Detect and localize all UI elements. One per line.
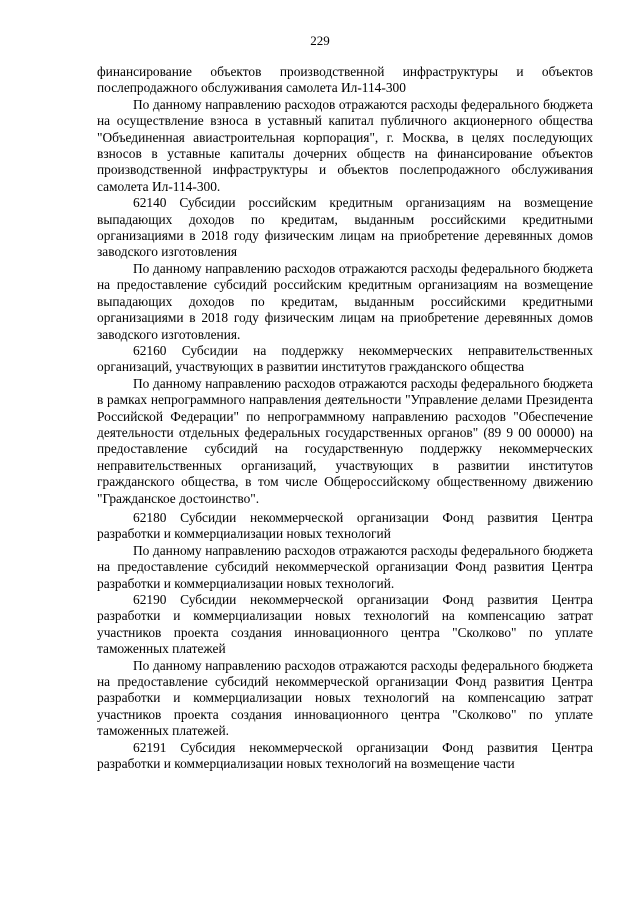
paragraph: По данному направлению расходов отражаются расходы федерального бюджета на предоставление субсидий российским кредитным организациям на возмещение выпадающих доходов по кредитам, выданным российскими кредитными организациями в 2018 году физическим лицам на приобретение деревянных домов заводского изготовления. [97, 260, 593, 342]
paragraph: По данному направлению расходов отражаются расходы федерального бюджета на предоставление субсидий некоммерческой организации Фонд развития Центра разработки и коммерциализации новых технологий. [97, 542, 593, 591]
section-heading-62190: 62190 Субсидии некоммерческой организации Фонд развития Центра разработки и коммерциализации новых технологий на компенсацию затрат участников проекта создания инновационного центра "Сколково" по уплате таможенных платежей [97, 592, 593, 657]
paragraph: финансирование объектов производственной инфраструктуры и объектов послепродажного обслуживания самолета Ил-114-300 [97, 64, 593, 96]
section-heading-62160: 62160 Субсидии на поддержку некоммерческих неправительственных организаций, участвующих в развитии институтов гражданского общества [97, 342, 593, 375]
paragraph: По данному направлению расходов отражаются расходы федерального бюджета в рамках непрограммного направления деятельности "Управление делами Президента Российской Федерации" по непрограммному направлению расходов "Обеспечение деятельности отдельных федеральных государственных органов" (89 9 00 00000) на предоставление субсидий на государственную поддержку некоммерческих неправительственных организаций, участвующих в развитии институтов гражданского общества, в том числе Общероссийскому общественному движению "Гражданское достоинство". [97, 375, 593, 506]
paragraph: По данному направлению расходов отражаются расходы федерального бюджета на предоставление субсидий некоммерческой организации Фонд развития Центра разработки и коммерциализации новых технологий на компенсацию затрат участников проекта создания инновационного центра "Сколково" по уплате таможенных платежей. [97, 657, 593, 739]
section-heading-62191: 62191 Субсидия некоммерческой организации Фонд развития Центра разработки и коммерциализации новых технологий на возмещение части [97, 739, 593, 772]
page-number: 229 [310, 33, 330, 48]
document-body [97, 64, 593, 772]
paragraph: По данному направлению расходов отражаются расходы федерального бюджета на осуществление взноса в уставный капитал публичного акционерного общества "Объединенная авиастроительная корпорация", г. Москва, в целях последующих взносов в уставные капиталы дочерних обществ на финансирование объектов производственной инфраструктуры и объектов послепродажного обслуживания самолета Ил-114-300. [97, 96, 593, 194]
section-heading-62180: 62180 Субсидии некоммерческой организации Фонд развития Центра разработки и коммерциализации новых технологий [97, 509, 593, 542]
section-heading-62140: 62140 Субсидии российским кредитным организациям на возмещение выпадающих доходов по кредитам, выданным российскими кредитными организациями в 2018 году физическим лицам на приобретение деревянных домов заводского изготовления [97, 195, 593, 260]
